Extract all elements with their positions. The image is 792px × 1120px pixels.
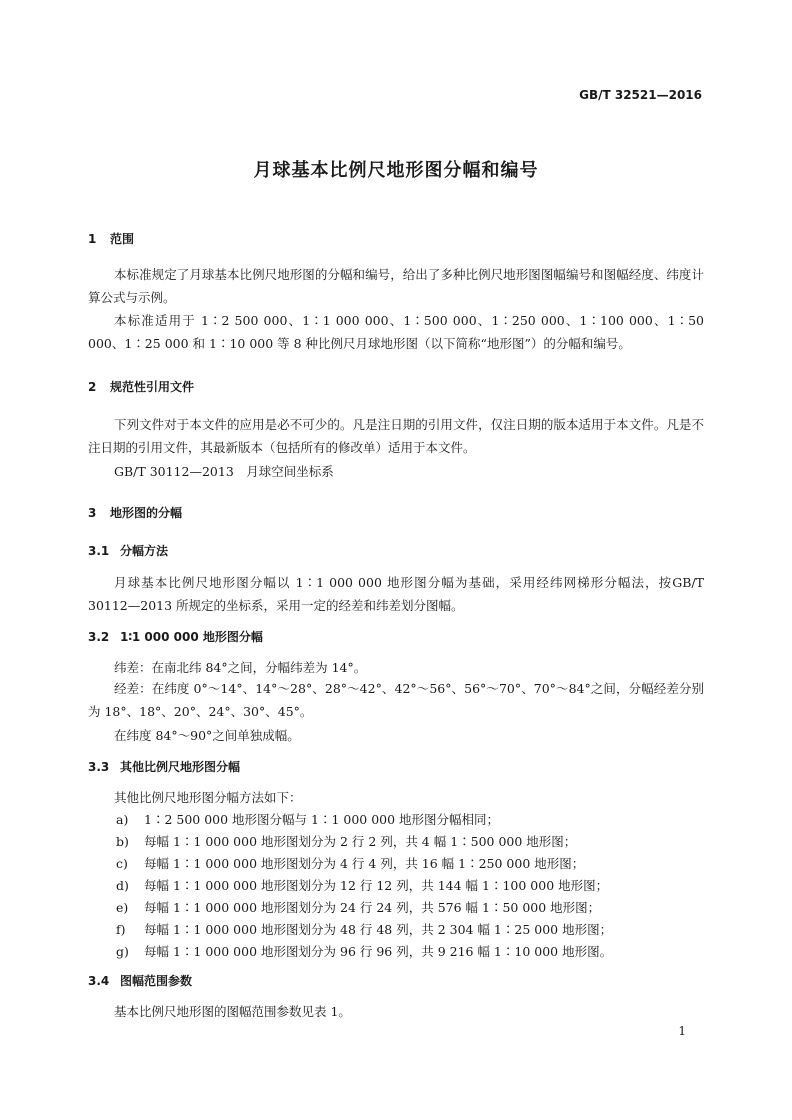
section-3-1-heading — [88, 542, 168, 559]
list-marker: b) — [116, 834, 129, 849]
page-number: 1 — [678, 1024, 686, 1038]
list-item-text: 每幅 1∶1 000 000 地形图划分为 4 行 4 列，共 16 幅 1∶250 000 地形图； — [144, 856, 585, 871]
paragraph: 其他比例尺地形图分幅方法如下： — [114, 790, 302, 805]
section-title: 分幅方法 — [120, 544, 169, 558]
list-item-text: 1∶2 500 000 地形图分幅与 1∶1 000 000 地形图分幅相同； — [144, 812, 500, 827]
list-marker: a) — [116, 812, 129, 827]
list-item — [116, 810, 499, 828]
normative-reference: GB/T 30112—2013 月球空间坐标系 — [114, 464, 334, 479]
list-marker: d) — [116, 878, 129, 893]
section-3-3-heading — [88, 758, 240, 775]
section-number: 3.3 — [88, 760, 110, 774]
paragraph: 纬差：在南北纬 84°之间，分幅纬差为 14°。 — [114, 660, 367, 675]
list-item-text: 每幅 1∶1 000 000 地形图划分为 24 行 24 列，共 576 幅 1∶50 000 地形图； — [144, 900, 601, 915]
list-item — [116, 898, 600, 916]
list-item — [116, 854, 584, 872]
list-item — [116, 920, 612, 938]
list-marker: g) — [116, 944, 129, 959]
list-item-text: 每幅 1∶1 000 000 地形图划分为 12 行 12 列，共 144 幅 1∶100 000 地形图； — [144, 878, 609, 893]
section-number: 3.4 — [88, 974, 110, 988]
section-1-heading — [88, 230, 134, 247]
section-title: 地形图的分幅 — [110, 506, 183, 520]
section-title: 1∶1 000 000 地形图分幅 — [120, 630, 263, 644]
paragraph: 本标准规定了月球基本比例尺地形图的分幅和编号，给出了多种比例尺地形图图幅编号和图幅经度、纬度计算公式与示例。 — [88, 267, 704, 305]
section-2-heading — [88, 378, 194, 395]
list-item-text: 每幅 1∶1 000 000 地形图划分为 48 行 48 列，共 2 304 幅 1∶25 000 地形图； — [144, 922, 613, 937]
paragraph: 在纬度 84°～90°之间单独成幅。 — [114, 728, 300, 743]
section-3-heading — [88, 504, 182, 521]
list-item-text: 每幅 1∶1 000 000 地形图划分为 96 行 96 列，共 9 216 幅 1∶10 000 地形图。 — [144, 944, 613, 959]
paragraph: 本标准适用于 1∶2 500 000、1∶1 000 000、1∶500 000、1∶250 000、1∶100 000、1∶50 000、1∶25 000 和 1∶10 000 等 8 种比例尺月球地形图（以下简称“地形图”）的分幅和编号。 — [88, 313, 704, 351]
list-marker: c) — [116, 856, 128, 871]
list-item — [116, 942, 612, 960]
paragraph: 下列文件对于本文件的应用是必不可少的。凡是注日期的引用文件，仅注日期的版本适用于本文件。凡是不注日期的引用文件，其最新版本（包括所有的修改单）适用于本文件。 — [88, 417, 704, 455]
section-3-4-heading — [88, 972, 192, 989]
list-item — [116, 876, 608, 894]
list-item-text: 每幅 1∶1 000 000 地形图划分为 2 行 2 列，共 4 幅 1∶500 000 地形图； — [144, 834, 577, 849]
section-3-2-heading — [88, 628, 263, 645]
list-item — [116, 832, 576, 850]
section-number: 3.2 — [88, 630, 110, 644]
list-marker: f) — [116, 922, 126, 937]
section-title: 图幅范围参数 — [120, 974, 193, 988]
paragraph: 基本比例尺地形图的图幅范围参数见表 1。 — [114, 1004, 351, 1019]
page-title: 月球基本比例尺地形图分幅和编号 — [253, 160, 539, 181]
standard-number: GB/T 32521—2016 — [579, 88, 702, 102]
section-number: 1 — [88, 232, 97, 246]
paragraph: 月球基本比例尺地形图分幅以 1∶1 000 000 地形图分幅为基础，采用经纬网梯形分幅法，按GB/T 30112—2013 所规定的坐标系，采用一定的经差和纬差划分图幅。 — [88, 575, 704, 613]
section-number: 3.1 — [88, 544, 110, 558]
list-marker: e) — [116, 900, 129, 915]
section-number: 3 — [88, 506, 97, 520]
section-title: 规范性引用文件 — [110, 380, 195, 394]
paragraph: 经差：在纬度 0°～14°、14°～28°、28°～42°、42°～56°、56°～70°、70°～84°之间，分幅经差分别为 18°、18°、20°、24°、30°、45°。 — [88, 681, 704, 719]
section-number: 2 — [88, 380, 97, 394]
section-title: 范围 — [110, 232, 135, 246]
section-title: 其他比例尺地形图分幅 — [120, 760, 241, 774]
